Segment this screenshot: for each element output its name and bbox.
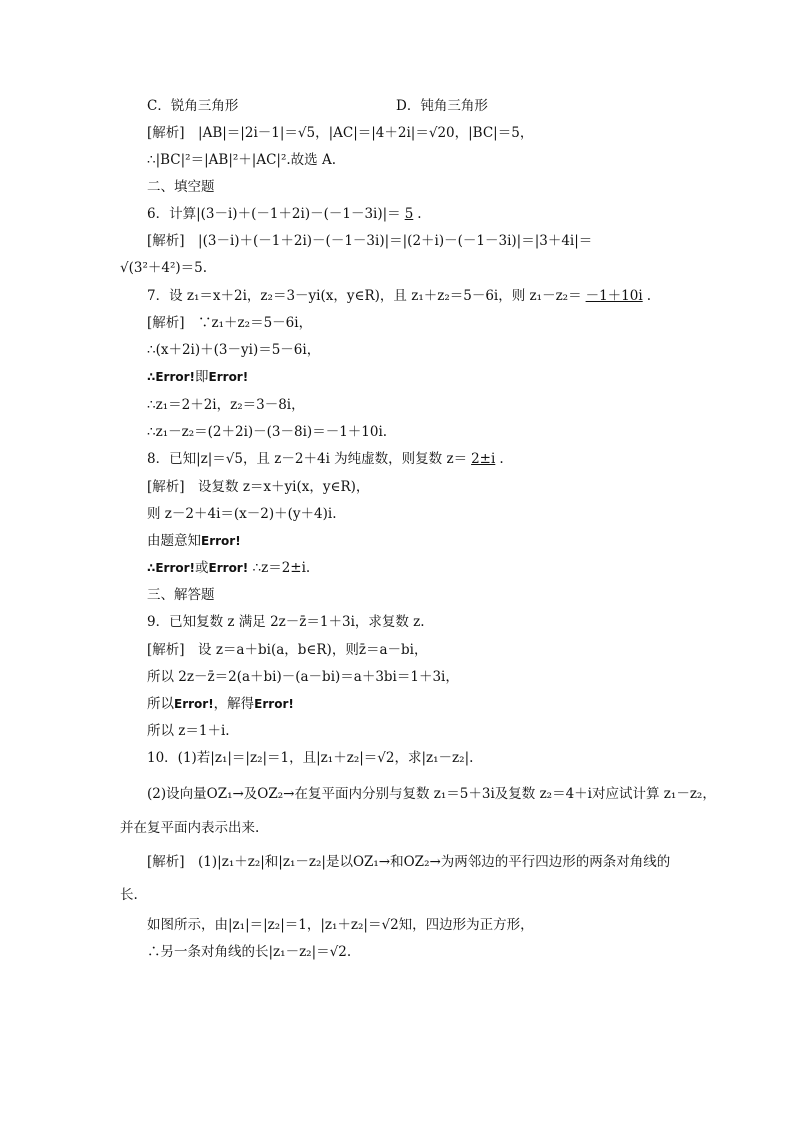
answer-blank: 5 [404, 206, 414, 222]
option-d: D．钝角三角形 [396, 98, 488, 114]
analysis-line: [解析] 设 z＝a＋bi(a，b∈R)，则z̄＝a－bi， [147, 642, 428, 658]
question-8 [147, 449, 504, 469]
connector-text: 所以 [147, 696, 174, 712]
analysis-line: [解析] |(3－i)＋(－1＋2i)－(－1－3i)|＝|(2＋i)－(－1－3i)|＝|3＋4i|＝ [147, 233, 593, 249]
period: . [646, 288, 651, 304]
section-heading: 二、填空题 [147, 179, 215, 195]
analysis-line: ∴(x＋2i)＋(3－yi)＝5－6i， [147, 342, 321, 358]
analysis-line [147, 558, 310, 578]
analysis-line: √(3²＋4²)＝5. [120, 260, 208, 276]
question-text: 7．设 z₁＝x＋2i，z₂＝3－yi(x，y∈R)，且 z₁＋z₂＝5－6i，则 z₁－z₂＝ [147, 288, 582, 304]
connector-text: 或 [195, 560, 209, 576]
analysis-line: ∴z₁－z₂＝(2＋2i)－(3－8i)＝－1＋10i. [147, 424, 388, 440]
analysis-line: 则 z－2＋4i＝(x－2)＋(y＋4)i. [147, 506, 337, 522]
connector-text: ，解得 [213, 696, 255, 712]
answer-blank: －1＋10i [585, 288, 643, 304]
conclusion-text: ∴z＝2±i. [252, 560, 311, 576]
analysis-line: 所以 z＝1＋i. [147, 723, 230, 739]
analysis-line: [解析] (1)|z₁＋z₂|和|z₁－z₂|是以OZ₁→和OZ₂→为两邻边的平行四边形的两条对角线的 [147, 854, 671, 870]
error-text: Error! [208, 561, 249, 575]
question-10-part-2: (2)设向量OZ₁→及OZ₂→在复平面内分别与复数 z₁＝5＋3i及复数 z₂＝4＋i对应试计算 z₁－z₂， [147, 786, 716, 802]
analysis-line: [解析] |AB|＝|2i－1|＝√5，|AC|＝|4＋2i|＝√20，|BC|＝5， [147, 125, 534, 141]
error-text: Error! [254, 697, 294, 711]
question-7 [147, 286, 651, 306]
analysis-line [147, 367, 248, 387]
option-c: C．锐角三角形 [147, 98, 239, 114]
error-text: Error! [208, 370, 249, 384]
answer-blank: 2±i [471, 451, 496, 467]
question-10: 10．(1)若|z₁|＝|z₂|＝1，且|z₁＋z₂|＝√2，求|z₁－z₂|. [147, 750, 474, 766]
analysis-line: [解析] ∵z₁＋z₂＝5－6i， [147, 315, 313, 331]
analysis-line: [解析] 设复数 z＝x＋yi(x，y∈R)， [147, 479, 370, 495]
analysis-line: 如图所示，由|z₁|＝|z₂|＝1，|z₁＋z₂|＝√2知，四边形为正方形， [147, 917, 534, 933]
period: . [417, 206, 422, 222]
error-text: ∴Error! [147, 561, 196, 575]
question-6 [147, 204, 422, 224]
error-text: Error! [174, 697, 214, 711]
analysis-line: ∴|BC|²＝|AB|²＋|AC|².故选 A. [147, 152, 336, 168]
section-heading: 三、解答题 [147, 587, 215, 603]
question-10-part-2: 并在复平面内表示出来. [120, 820, 260, 836]
analysis-line [147, 531, 241, 551]
analysis-line: 所以 2z－z̄＝2(a＋bi)－(a－bi)＝a＋3bi＝1＋3i， [147, 669, 459, 685]
analysis-line: ∴z₁＝2＋2i，z₂＝3－8i， [147, 397, 305, 413]
error-text: Error! [201, 534, 241, 548]
option-c-line [147, 96, 488, 116]
connector-text: 即 [195, 369, 209, 385]
analysis-line: ∴另一条对角线的长|z₁－z₂|＝√2. [147, 944, 352, 960]
connector-text: 由题意知 [147, 533, 201, 549]
error-text: ∴Error! [147, 370, 196, 384]
question-text: 8．已知|z|＝√5，且 z－2＋4i 为纯虚数，则复数 z＝ [147, 451, 468, 467]
question-9: 9．已知复数 z 满足 2z－z̄＝1＋3i，求复数 z. [147, 614, 425, 630]
question-text: 6．计算|(3－i)＋(－1＋2i)－(－1－3i)|＝ [147, 206, 401, 222]
analysis-line [147, 694, 294, 714]
period: . [499, 451, 504, 467]
analysis-line: 长. [120, 887, 138, 903]
